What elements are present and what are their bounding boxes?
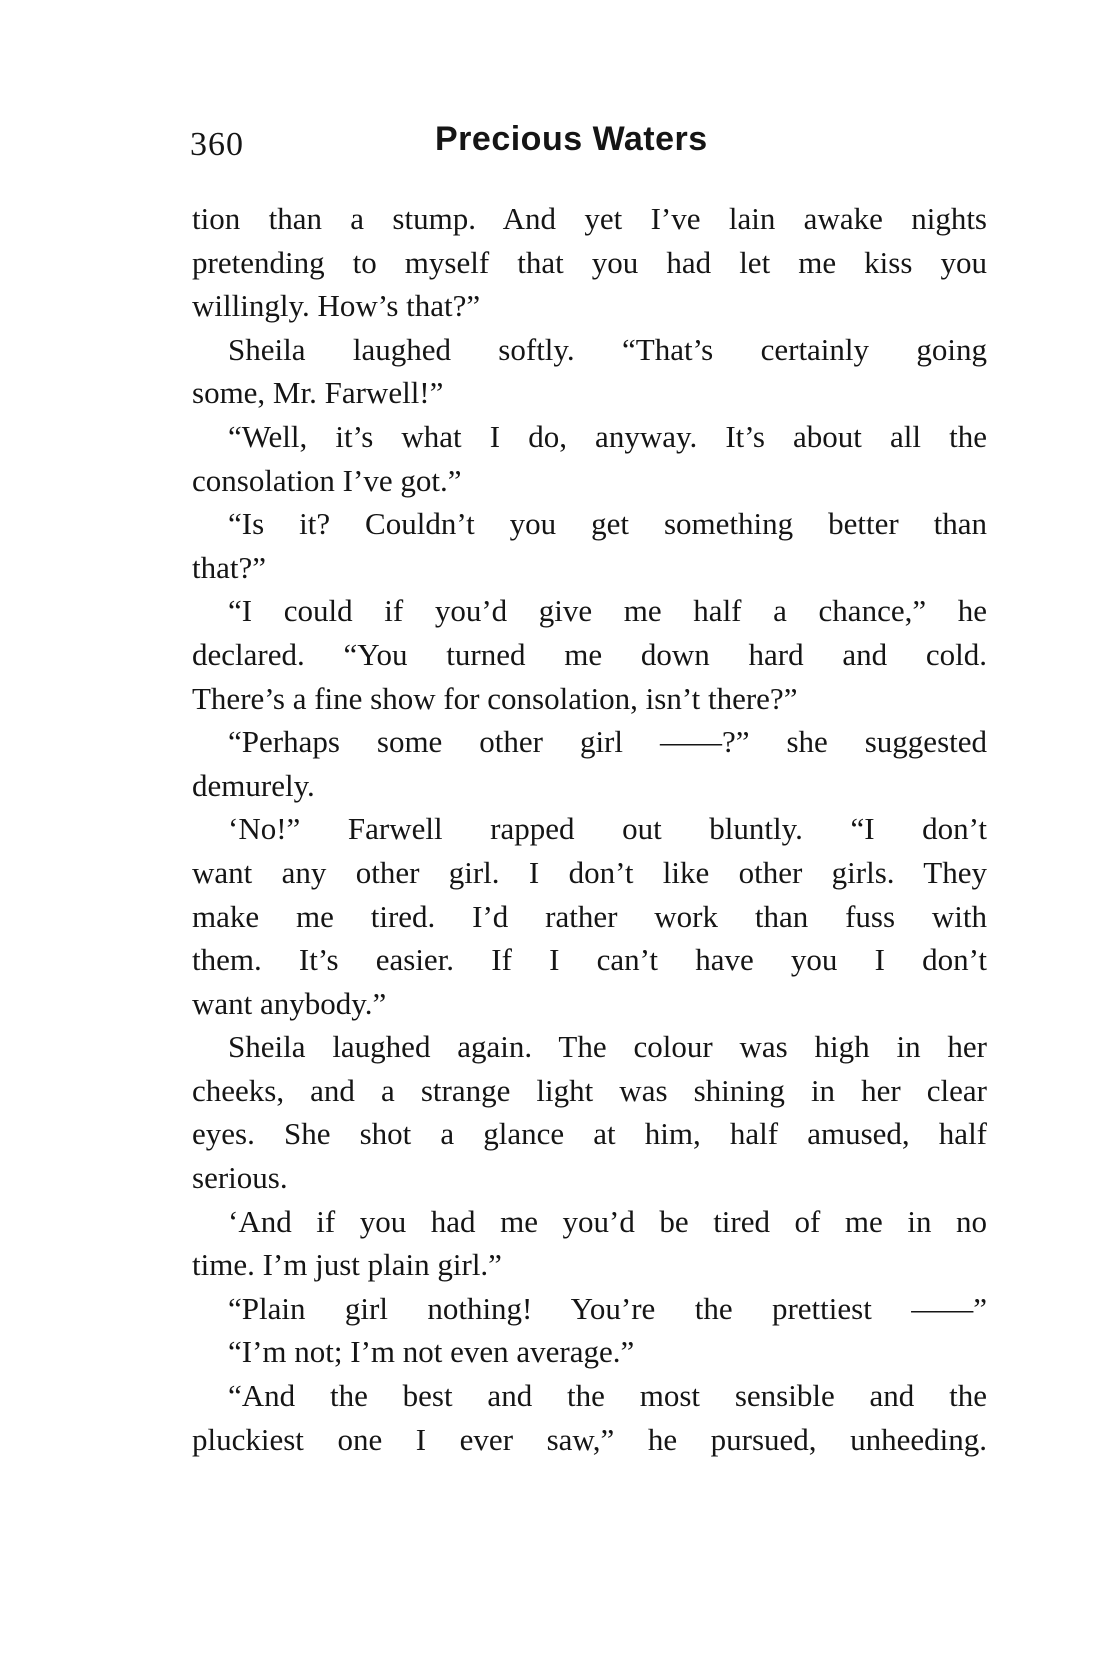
text-line: ‘No!” Farwell rapped out bluntly. “I don’t [228,811,987,847]
text-line: Sheila laughed again. The colour was high in her [228,1029,987,1065]
page-number: 360 [190,126,244,163]
text-line: pluckiest one I ever saw,” he pursued, unheeding. [192,1421,987,1457]
text-line: declared. “You turned me down hard and cold. [192,636,987,672]
text-line: ‘And if you had me you’d be tired of me in no [228,1203,987,1239]
text-line: want any other girl. I don’t like other girls. They [192,854,987,890]
text-line: want anybody.” [192,985,387,1021]
text-line: Sheila laughed softly. “That’s certainly going [228,331,987,367]
text-line: cheeks, and a strange light was shining in her clear [192,1072,987,1108]
text-line: “Perhaps some other girl ——?” she suggested [228,724,987,760]
text-line: “Is it? Couldn’t you get something better than [228,506,987,542]
text-line: time. I’m just plain girl.” [192,1247,502,1283]
running-title: Precious Waters [435,120,708,158]
body-text [192,197,987,1461]
text-line: eyes. She shot a glance at him, half amused, half [192,1116,987,1152]
text-line: consolation I’ve got.” [192,462,462,498]
text-line: There’s a fine show for consolation, isn’t there?” [192,680,798,716]
running-head [190,120,990,170]
text-line: that?” [192,549,267,585]
text-line: some, Mr. Farwell!” [192,375,444,411]
text-line: “I’m not; I’m not even average.” [228,1334,635,1370]
text-line: pretending to myself that you had let me kiss you [192,244,987,280]
text-line: serious. [192,1160,288,1196]
text-line: “I could if you’d give me half a chance,” he [228,593,987,629]
text-line: tion than a stump. And yet I’ve lain awake nights [192,201,987,236]
text-line: “And the best and the most sensible and the [228,1378,987,1414]
text-line: willingly. How’s that?” [192,288,481,324]
text-line: “Plain girl nothing! You’re the prettiest ——” [228,1290,987,1326]
text-line: make me tired. I’d rather work than fuss with [192,898,987,934]
text-line: demurely. [192,767,315,803]
text-line: “Well, it’s what I do, anyway. It’s about all the [228,418,987,454]
text-line: them. It’s easier. If I can’t have you I don’t [192,942,987,978]
